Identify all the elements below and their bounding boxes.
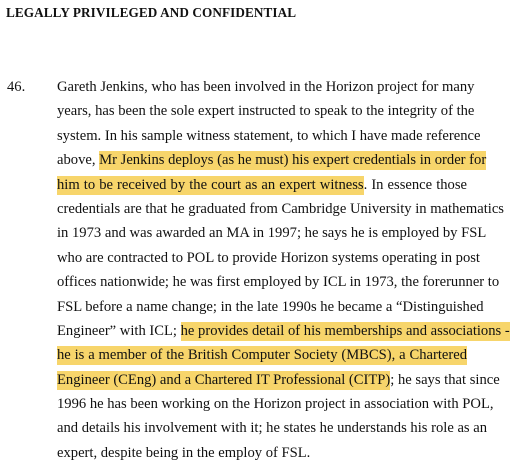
paragraph-line (57, 75, 475, 99)
paragraph-body (57, 75, 510, 465)
paragraph-number: 46. (7, 79, 26, 95)
paragraph-line (57, 343, 467, 367)
paragraph-line (57, 441, 467, 465)
highlighted-text: Mr Jenkins deploys (as he must) his expert credentials in order for (99, 152, 487, 169)
line-text: in 1973 and was awarded an MA in 1997; he says he is employed by FSL (57, 225, 487, 242)
line-text: ; he says that since (390, 371, 500, 388)
paragraph-line (57, 392, 494, 416)
document-header: LEGALLY PRIVILEGED AND CONFIDENTIAL (6, 5, 297, 20)
highlighted-text: him to be received by the court as an expert witness (57, 176, 364, 193)
line-text: expert, despite being in the employ of FSL. (57, 444, 311, 461)
paragraph-line (57, 319, 510, 343)
paragraph-line (57, 124, 481, 148)
line-text: FSL before a name change; in the late 1990s he became a “Distinguished (57, 298, 484, 315)
line-text: system. In his sample witness statement, to which I have made reference (57, 127, 481, 144)
paragraph-line (57, 416, 488, 440)
line-text: Gareth Jenkins, who has been involved in the Horizon project for many (57, 79, 475, 95)
paragraph-line (57, 368, 500, 392)
paragraph-line (57, 221, 487, 245)
line-text: who are contracted to POL to provide Horizon systems operating in post (57, 249, 480, 266)
highlighted-text: he is a member of the British Computer Society (MBCS), a Chartered (57, 347, 467, 364)
paragraph-line (57, 148, 487, 172)
line-text: . In essence those (363, 176, 467, 193)
paragraph-line (57, 295, 484, 319)
line-text: above, (57, 152, 100, 169)
line-text: Engineer” with ICL; (57, 322, 181, 339)
line-text: credentials are that he graduated from Cambridge University in mathematics (57, 200, 504, 217)
paragraph-line (57, 197, 504, 221)
line-text: 1996 he has been working on the Horizon project in association with POL, (57, 396, 494, 413)
paragraph-line (57, 270, 500, 294)
paragraph-line (57, 173, 467, 197)
line-text: and details his involvement with it; he states he understands his role as an (57, 420, 488, 437)
paragraph-line (57, 99, 475, 123)
highlighted-text: Engineer (CEng) and a Chartered IT Professional (CITP) (57, 371, 391, 388)
paragraph-line (57, 246, 480, 270)
line-text: years, has been the sole expert instructed to speak to the integrity of the (57, 103, 475, 120)
highlighted-text: he provides detail of his memberships and associations - (180, 322, 510, 339)
line-text: offices nationwide; he was first employed by ICL in 1973, the forerunner to (57, 274, 500, 291)
